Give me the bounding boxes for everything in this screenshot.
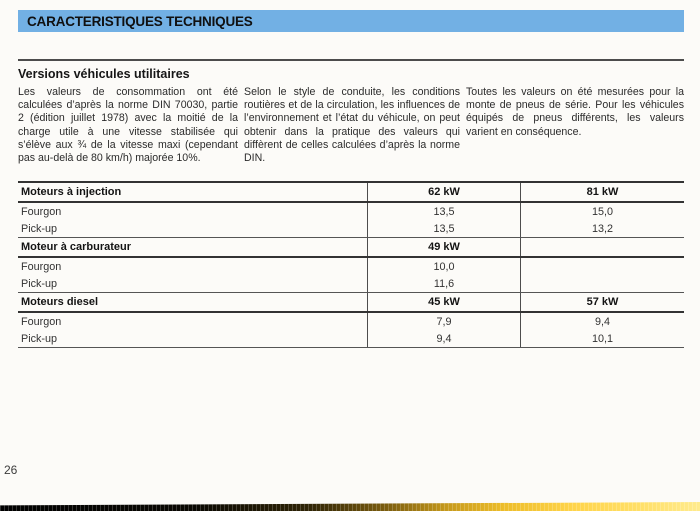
row-label: Fourgon [21,260,62,273]
row-label: Pick-up [21,332,58,345]
intro-column-3: Toutes les valeurs on été mesurées pour la monte de pneus de série. Pour les véhicules équipés de pneus différents, les valeurs varient en conséquence. [466,86,684,138]
table-row [18,293,684,313]
table-row [18,258,684,275]
row-value-2 [520,258,684,275]
table-row [18,330,684,348]
intro-column-1: Les valeurs de consommation ont été calculées d’après la norme DIN 70030, partie 2 (édition juillet 1978) avec la moitié de la charge utile à une vitesse stabilisée qui s’élève aux ¾ de la vitesse maxi (cependant pas au-delà de 80 km/h) majorée 10%. [18,86,238,165]
row-value-2 [520,238,684,256]
row-value-2: 9,4 [520,313,684,330]
row-value-2: 15,0 [520,203,684,220]
row-label: Pick-up [21,222,58,235]
table-row [18,275,684,293]
row-label: Fourgon [21,205,62,218]
header-divider [18,59,684,61]
intro-column-2: Selon le style de conduite, les conditions routières et de la circulation, les influences de l’environnement et l’état du véhicule, on peut obtenir dans la pratique des valeurs qui diffèrent de celles calculées d’après la norme DIN. [244,86,460,165]
intro-text-columns [18,86,684,165]
row-label: Fourgon [21,315,62,328]
row-value-1: 10,0 [367,258,520,275]
table-row [18,238,684,258]
table-row [18,183,684,203]
row-value-1: 11,6 [367,275,520,292]
chapter-header-bar [18,10,684,32]
row-label: Moteurs diesel [21,296,99,308]
row-value-1: 49 kW [367,238,520,256]
page-edge-gradient [0,502,700,511]
row-value-1: 62 kW [367,183,520,201]
table-row [18,203,684,220]
row-value-1: 13,5 [367,203,520,220]
row-label: Pick-up [21,277,58,290]
row-value-1: 13,5 [367,220,520,237]
consumption-table [18,181,684,348]
table-row [18,220,684,238]
row-value-2: 57 kW [520,293,684,311]
row-value-2: 10,1 [520,330,684,347]
page-number: 26 [4,463,18,477]
row-value-2: 13,2 [520,220,684,237]
row-value-2 [520,275,684,292]
row-value-1: 9,4 [367,330,520,347]
chapter-title: CARACTERISTIQUES TECHNIQUES [27,13,253,29]
row-label: Moteurs à injection [21,186,122,198]
row-value-2: 81 kW [520,183,684,201]
table-row [18,313,684,330]
section-title: Versions véhicules utilitaires [18,67,190,81]
row-label: Moteur à carburateur [21,241,132,253]
row-value-1: 45 kW [367,293,520,311]
row-value-1: 7,9 [367,313,520,330]
